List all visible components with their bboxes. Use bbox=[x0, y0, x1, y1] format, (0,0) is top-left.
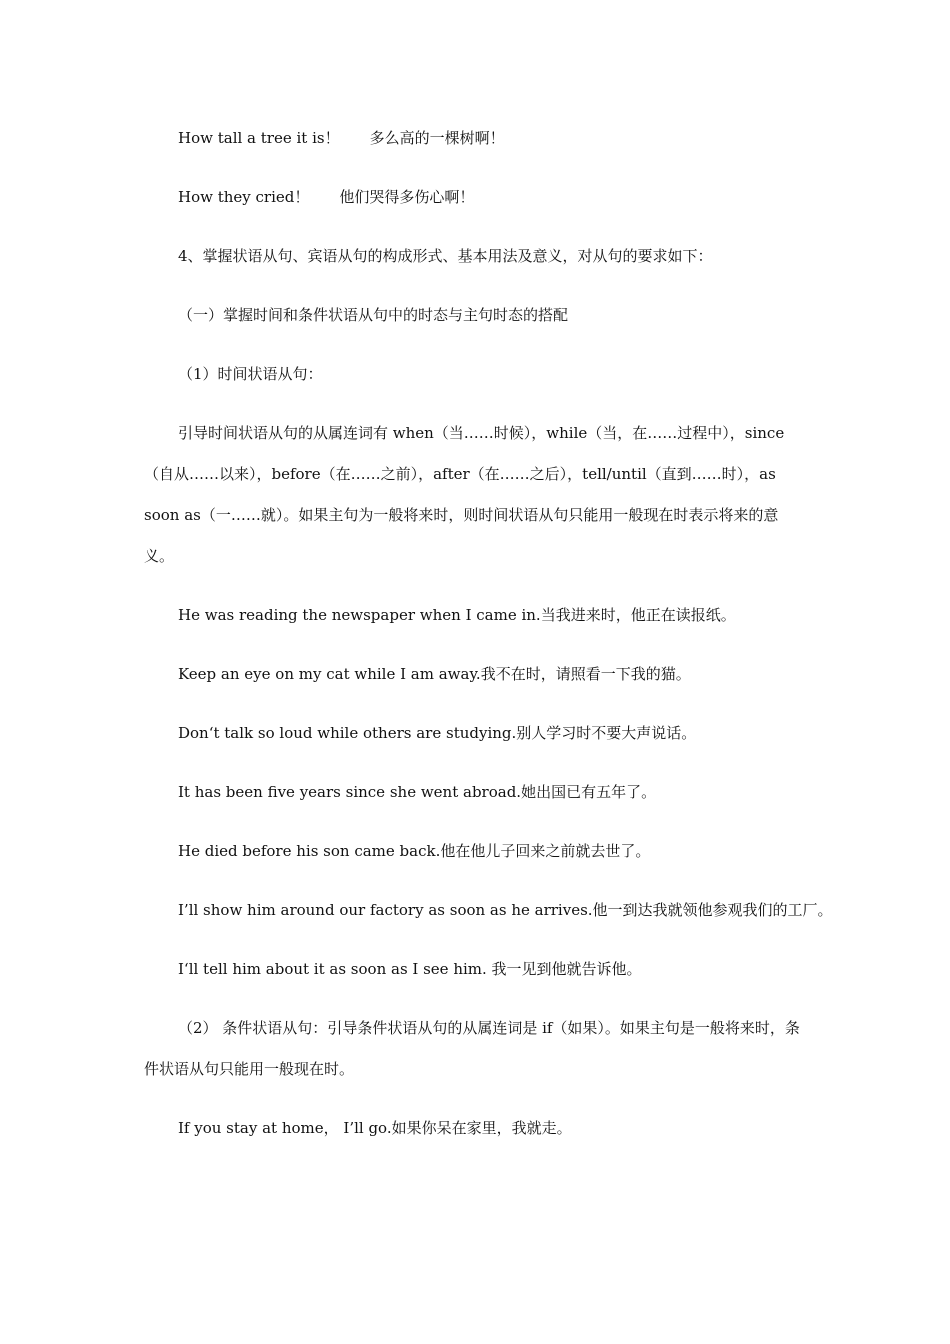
example-as-soon-as-factory: I’ll show him around our factory as soon as he arrives.他一到达我就领他参观我们的工厂。 bbox=[178, 901, 833, 919]
condition-clause-explanation: （2） 条件状语从句：引导条件状语从句的从属连词是 if（如果）。如果主句是一般将来时，条件状语从句只能用一般现在时。 bbox=[144, 1019, 800, 1078]
point-4-heading: 4、掌握状语从句、宾语从句的构成形式、基本用法及意义，对从句的要求如下： bbox=[178, 247, 713, 265]
example-exclamation-cried: How they cried！ 他们哭得多伤心啊！ bbox=[178, 188, 475, 206]
time-clause-explanation: 引导时间状语从句的从属连词有 when（当……时候），while（当，在……过程中），since（自从……以来），before（在……之前），after（在……之后），tell/until（直到……时），as soon as（一……就）。如果主句为一般将来时，则时间状语从句只能用一般现在时表示将来的意义。 bbox=[144, 424, 785, 565]
example-while-studying: Don‘t talk so loud while others are studying.别人学习时不要大声说话。 bbox=[178, 724, 697, 742]
example-if: If you stay at home， I’ll go.如果你呆在家里，我就走。 bbox=[178, 1119, 572, 1137]
subsection-time-clause-heading: （1）时间状语从句： bbox=[178, 365, 323, 383]
example-when: He was reading the newspaper when I came in.当我进来时，他正在读报纸。 bbox=[178, 606, 736, 624]
document-body bbox=[144, 118, 833, 1167]
example-since: It has been five years since she went abroad.她出国已有五年了。 bbox=[178, 783, 657, 801]
section-1-heading: （一）掌握时间和条件状语从句中的时态与主句时态的搭配 bbox=[178, 306, 569, 324]
example-while-cat: Keep an eye on my cat while I am away.我不在时，请照看一下我的猫。 bbox=[178, 665, 691, 683]
example-exclamation-tree: How tall a tree it is！ 多么高的一棵树啊！ bbox=[178, 129, 505, 147]
example-before: He died before his son came back.他在他儿子回来之前就去世了。 bbox=[178, 842, 651, 860]
example-as-soon-as-see: I‘ll tell him about it as soon as I see him. 我一见到他就告诉他。 bbox=[178, 960, 642, 978]
